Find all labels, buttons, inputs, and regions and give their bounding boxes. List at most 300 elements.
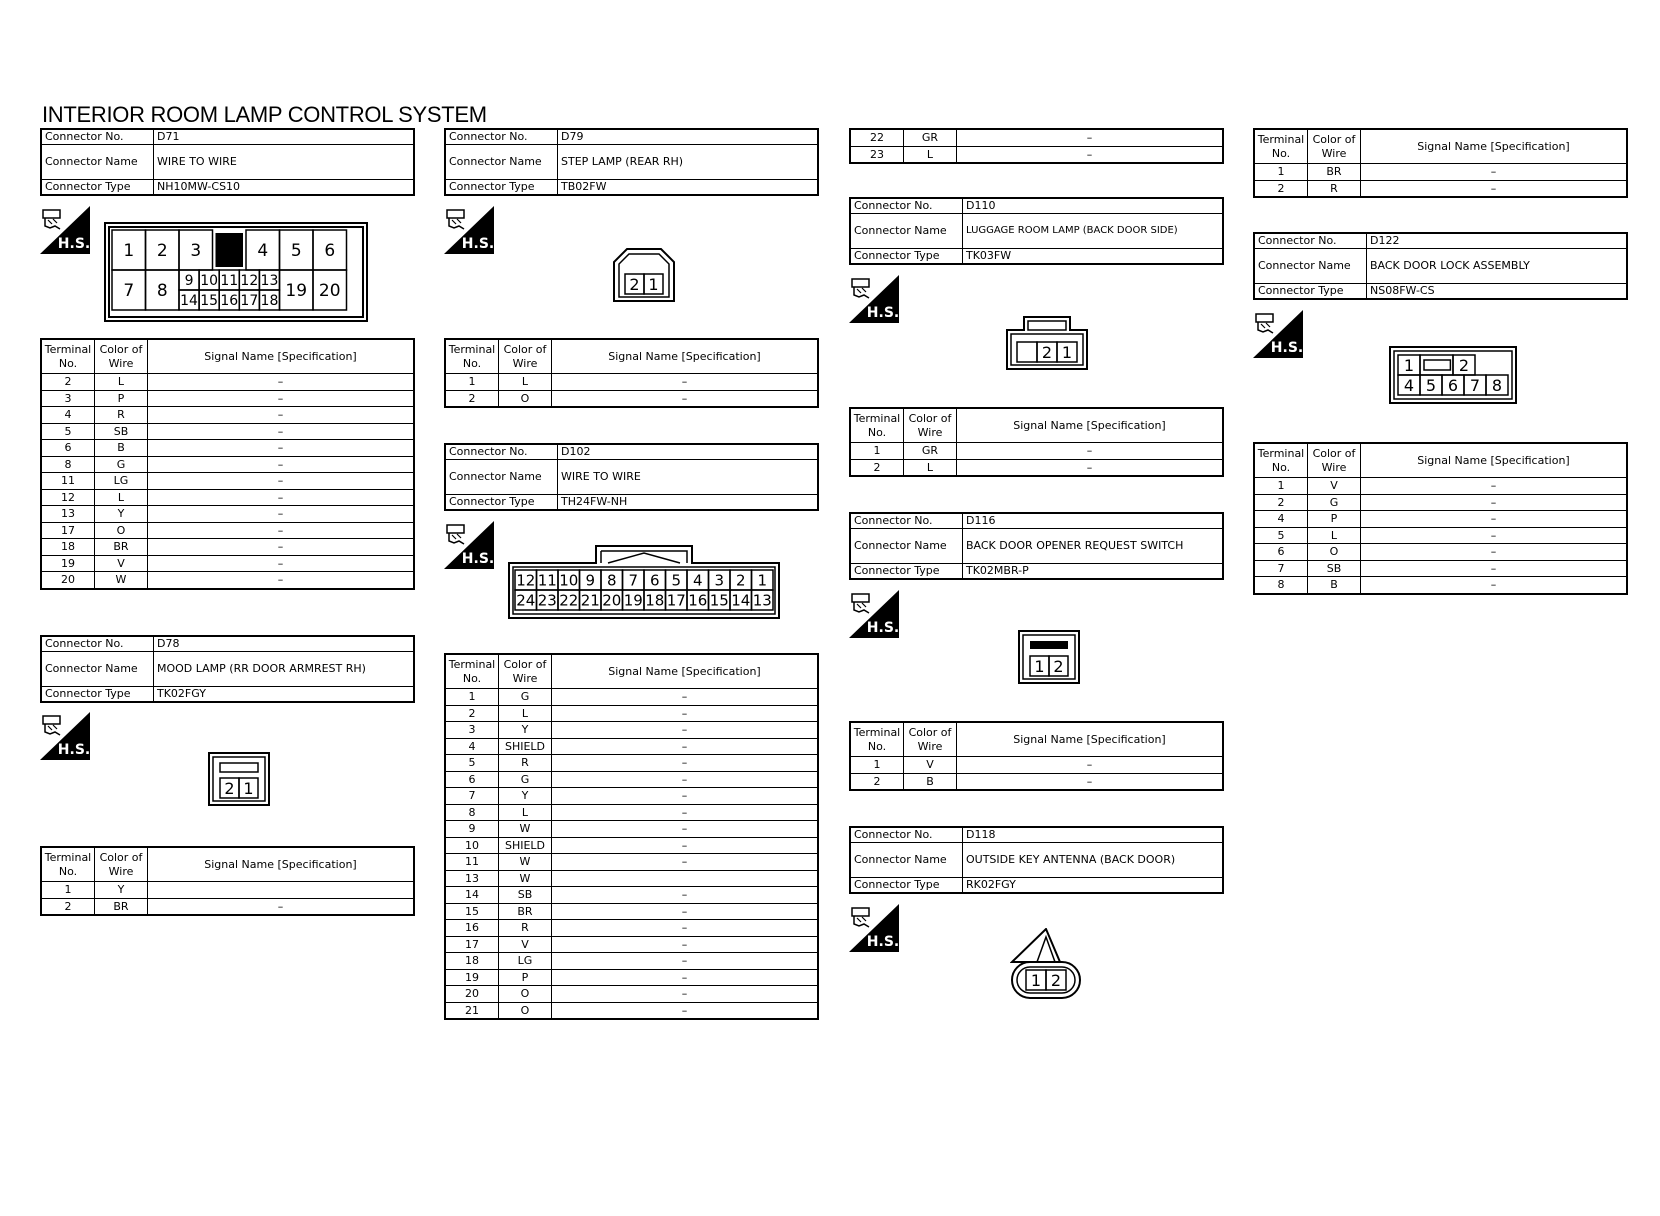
connector-name-value: OUTSIDE KEY ANTENNA (BACK DOOR): [963, 843, 1224, 878]
column-2: [444, 128, 819, 196]
wire-color-cell: V: [904, 757, 957, 774]
pin-15: 15: [709, 591, 729, 610]
connector-d71-info: [40, 128, 415, 196]
table-row: [445, 870, 818, 887]
signal-name-cell: –: [552, 705, 819, 722]
pin-5: 5: [671, 571, 682, 590]
signal-name-cell: –: [148, 539, 415, 556]
hs-icon: [849, 275, 899, 323]
header-color-of-wire: Color of Wire: [1308, 129, 1361, 164]
table-row: [445, 837, 818, 854]
signal-name-cell: –: [552, 821, 819, 838]
label-connector-name: Connector Name: [41, 145, 154, 180]
wire-color-cell: W: [499, 870, 552, 887]
table-row: [41, 555, 414, 572]
signal-name-cell: –: [552, 986, 819, 1003]
terminal-no-cell: 12: [41, 489, 95, 506]
table-row: [41, 898, 414, 915]
wire-color-cell: V: [95, 555, 148, 572]
column-3-d118: [849, 826, 1224, 894]
label-connector-type: Connector Type: [850, 249, 963, 265]
wire-color-cell: W: [95, 572, 148, 589]
signal-name-cell: –: [552, 374, 819, 391]
terminal-no-cell: 1: [41, 882, 95, 899]
pin-16: 16: [220, 293, 239, 310]
label-connector-no: Connector No.: [41, 636, 154, 652]
signal-name-cell: –: [148, 440, 415, 457]
hs-label: H.S.: [57, 742, 90, 758]
terminal-no-cell: 8: [1254, 577, 1308, 594]
table-row: [850, 773, 1223, 790]
label-connector-no: Connector No.: [445, 444, 558, 460]
terminal-no-cell: 13: [445, 870, 499, 887]
pin-13: 13: [260, 273, 279, 290]
signal-name-cell: –: [1361, 544, 1628, 561]
pin-22: 22: [559, 591, 579, 610]
signal-name-cell: –: [552, 755, 819, 772]
wire-color-cell: Y: [95, 882, 148, 899]
signal-name-cell: –: [552, 771, 819, 788]
column-4: [1253, 232, 1628, 300]
terminal-no-cell: 1: [850, 443, 904, 460]
signal-name-cell: –: [148, 555, 415, 572]
wire-color-cell: R: [499, 920, 552, 937]
table-row: [445, 804, 818, 821]
table-row: [1254, 527, 1627, 544]
wire-color-cell: L: [499, 374, 552, 391]
table-row: [1254, 180, 1627, 197]
connector-d79-diagram: [613, 248, 675, 302]
connector-d116-info: [849, 512, 1224, 580]
connector-d79-terminal-table: [444, 338, 819, 408]
wire-color-cell: SHIELD: [499, 837, 552, 854]
pin-9: 9: [184, 273, 194, 290]
pin-15: 15: [200, 293, 219, 310]
signal-name-cell: –: [552, 936, 819, 953]
header-signal-name: Signal Name [Specification]: [1361, 129, 1628, 164]
signal-name-cell: –: [1361, 577, 1628, 594]
hs-icon: [444, 206, 494, 254]
signal-name-cell: –: [552, 722, 819, 739]
wire-color-cell: LG: [95, 473, 148, 490]
pin-1: 1: [1034, 656, 1045, 676]
table-row: [41, 572, 414, 589]
hs-icon: [40, 712, 90, 760]
pin-6: 6: [649, 571, 660, 590]
terminal-no-cell: 2: [41, 898, 95, 915]
signal-name-cell: –: [1361, 164, 1628, 181]
table-row: [41, 374, 414, 391]
hs-label: H.S.: [1270, 340, 1303, 356]
table-row: [850, 757, 1223, 774]
connector-d102-info: [444, 443, 819, 511]
pin-21: 21: [580, 591, 600, 610]
label-connector-no: Connector No.: [41, 129, 154, 145]
pin-4: 4: [692, 571, 703, 590]
connector-d118-diagram: [1010, 928, 1082, 1000]
pin-1: 1: [648, 274, 659, 294]
table-row: [445, 705, 818, 722]
terminal-no-cell: 2: [41, 374, 95, 391]
connector-name-value: STEP LAMP (REAR RH): [558, 145, 819, 180]
table-row: [41, 473, 414, 490]
pin-1: 1: [1403, 355, 1415, 375]
terminal-no-cell: 2: [850, 773, 904, 790]
table-row: [41, 522, 414, 539]
signal-name-cell: –: [148, 506, 415, 523]
pin-1: 1: [243, 778, 254, 798]
wire-color-cell: BR: [499, 903, 552, 920]
terminal-no-cell: 3: [445, 722, 499, 739]
terminal-no-cell: 1: [850, 757, 904, 774]
signal-name-cell: –: [148, 423, 415, 440]
wire-color-cell: L: [499, 804, 552, 821]
table-row: [445, 771, 818, 788]
pin-8: 8: [606, 571, 617, 590]
header-color-of-wire: Color of Wire: [904, 722, 957, 757]
connector-d118-terminal-table: [1253, 128, 1628, 198]
connector-type-value: NH10MW-CS10: [154, 180, 415, 196]
connector-no-value: D116: [963, 513, 1224, 529]
wire-color-cell: Y: [499, 722, 552, 739]
pin-2: 2: [1050, 970, 1062, 990]
table-row: [41, 539, 414, 556]
pin-4: 4: [257, 241, 269, 262]
terminal-no-cell: 2: [1254, 494, 1308, 511]
pin-1: 1: [757, 571, 768, 590]
signal-name-cell: –: [552, 804, 819, 821]
terminal-no-cell: 1: [445, 374, 499, 391]
signal-name-cell: –: [957, 757, 1224, 774]
pin-6: 6: [324, 241, 336, 262]
connector-d78-info: [40, 635, 415, 703]
wire-color-cell: L: [95, 374, 148, 391]
signal-name-cell: –: [1361, 180, 1628, 197]
header-signal-name: Signal Name [Specification]: [552, 339, 819, 374]
hs-icon: [1253, 310, 1303, 358]
terminal-no-cell: 1: [445, 689, 499, 706]
pin-12: 12: [516, 571, 536, 590]
table-row: [850, 459, 1223, 476]
wire-color-cell: O: [499, 1002, 552, 1019]
wire-color-cell: G: [499, 771, 552, 788]
label-connector-type: Connector Type: [1254, 284, 1367, 300]
table-row: [850, 146, 1223, 163]
terminal-no-cell: 20: [41, 572, 95, 589]
header-color-of-wire: Color of Wire: [904, 408, 957, 443]
connector-d71-diagram: [104, 222, 368, 322]
table-row: [445, 936, 818, 953]
label-connector-no: Connector No.: [445, 129, 558, 145]
pin-5: 5: [290, 241, 302, 262]
signal-name-cell: –: [552, 887, 819, 904]
table-row: [445, 1002, 818, 1019]
header-signal-name: Signal Name [Specification]: [552, 654, 819, 689]
pin-19: 19: [285, 281, 308, 302]
wire-color-cell: Y: [499, 788, 552, 805]
pin-18: 18: [260, 293, 279, 310]
terminal-no-cell: 2: [850, 459, 904, 476]
label-connector-name: Connector Name: [445, 460, 558, 495]
wire-color-cell: V: [1308, 478, 1361, 495]
header-color-of-wire: Color of Wire: [499, 339, 552, 374]
pin-6: 6: [1447, 375, 1459, 395]
terminal-no-cell: 18: [445, 953, 499, 970]
pin-9: 9: [585, 571, 596, 590]
signal-name-cell: –: [148, 572, 415, 589]
header-terminal-no: Terminal No.: [850, 408, 904, 443]
terminal-no-cell: 7: [445, 788, 499, 805]
connector-d102-terminal-table: [444, 653, 819, 1020]
table-row: [445, 821, 818, 838]
column-3: [849, 197, 1224, 265]
pin-2: 2: [156, 241, 168, 262]
connector-no-value: D110: [963, 198, 1224, 214]
terminal-no-cell: 17: [445, 936, 499, 953]
signal-name-cell: –: [148, 390, 415, 407]
table-row: [41, 489, 414, 506]
connector-d102-terminal-table-cont: [849, 128, 1224, 164]
header-terminal-no: Terminal No.: [1254, 443, 1308, 478]
pin-20: 20: [318, 281, 341, 302]
connector-d118-info: [849, 826, 1224, 894]
table-row: [41, 423, 414, 440]
terminal-no-cell: 20: [445, 986, 499, 1003]
table-row: [1254, 544, 1627, 561]
connector-type-value: TK03FW: [963, 249, 1224, 265]
table-row: [1254, 560, 1627, 577]
table-row: [41, 456, 414, 473]
terminal-no-cell: 11: [41, 473, 95, 490]
signal-name-cell: –: [552, 920, 819, 937]
signal-name-cell: –: [552, 903, 819, 920]
signal-name-cell: –: [1361, 560, 1628, 577]
header-signal-name: Signal Name [Specification]: [957, 408, 1224, 443]
label-connector-no: Connector No.: [850, 198, 963, 214]
pin-1: 1: [1030, 970, 1042, 990]
wire-color-cell: SB: [95, 423, 148, 440]
header-terminal-no: Terminal No.: [41, 339, 95, 374]
table-row: [1254, 164, 1627, 181]
terminal-no-cell: 8: [445, 804, 499, 821]
table-row: [1254, 478, 1627, 495]
pin-8: 8: [1491, 375, 1503, 395]
terminal-no-cell: 5: [41, 423, 95, 440]
terminal-no-cell: 14: [445, 887, 499, 904]
table-row: [1254, 577, 1627, 594]
pin-13: 13: [752, 591, 772, 610]
header-signal-name: Signal Name [Specification]: [148, 339, 415, 374]
pin-12: 12: [240, 273, 259, 290]
column-1: [40, 128, 415, 196]
wire-color-cell: W: [499, 821, 552, 838]
connector-d78-diagram: [208, 752, 270, 806]
pin-8: 8: [156, 281, 168, 302]
wire-color-cell: GR: [904, 443, 957, 460]
table-row: [445, 755, 818, 772]
wire-color-cell: G: [95, 456, 148, 473]
wire-color-cell: L: [1308, 527, 1361, 544]
wire-color-cell: G: [499, 689, 552, 706]
table-row: [445, 722, 818, 739]
terminal-no-cell: 22: [850, 129, 904, 146]
hs-label: H.S.: [461, 551, 494, 567]
pin-23: 23: [537, 591, 557, 610]
pin-11: 11: [220, 273, 239, 290]
connector-name-value: MOOD LAMP (RR DOOR ARMREST RH): [154, 652, 415, 687]
signal-name-cell: –: [957, 129, 1224, 146]
terminal-no-cell: 15: [445, 903, 499, 920]
pin-7: 7: [628, 571, 639, 590]
signal-name-cell: –: [1361, 527, 1628, 544]
connector-name-value: WIRE TO WIRE: [558, 460, 819, 495]
terminal-no-cell: 10: [445, 837, 499, 854]
signal-name-cell: –: [1361, 511, 1628, 528]
pin-3: 3: [190, 241, 202, 262]
label-connector-no: Connector No.: [1254, 233, 1367, 249]
table-row: [445, 374, 818, 391]
terminal-no-cell: 2: [1254, 180, 1308, 197]
pin-2: 2: [735, 571, 746, 590]
wire-color-cell: B: [1308, 577, 1361, 594]
connector-type-value: TH24FW-NH: [558, 495, 819, 511]
signal-name-cell: –: [552, 788, 819, 805]
hs-icon: [849, 590, 899, 638]
label-connector-name: Connector Name: [445, 145, 558, 180]
signal-name-cell: –: [552, 969, 819, 986]
wire-color-cell: B: [904, 773, 957, 790]
wire-color-cell: P: [95, 390, 148, 407]
terminal-no-cell: 11: [445, 854, 499, 871]
terminal-no-cell: 5: [445, 755, 499, 772]
terminal-no-cell: 2: [445, 705, 499, 722]
pin-17: 17: [240, 293, 259, 310]
terminal-no-cell: 3: [41, 390, 95, 407]
signal-name-cell: –: [552, 390, 819, 407]
label-connector-type: Connector Type: [445, 495, 558, 511]
hs-label: H.S.: [57, 236, 90, 252]
wire-color-cell: LG: [499, 953, 552, 970]
terminal-no-cell: 4: [445, 738, 499, 755]
header-terminal-no: Terminal No.: [1254, 129, 1308, 164]
connector-no-value: D71: [154, 129, 415, 145]
wire-color-cell: G: [1308, 494, 1361, 511]
pin-20: 20: [602, 591, 622, 610]
wire-color-cell: R: [499, 755, 552, 772]
wire-color-cell: BR: [1308, 164, 1361, 181]
header-signal-name: Signal Name [Specification]: [1361, 443, 1628, 478]
wire-color-cell: SHIELD: [499, 738, 552, 755]
pin-18: 18: [645, 591, 665, 610]
pin-4: 4: [1403, 375, 1415, 395]
terminal-no-cell: 19: [445, 969, 499, 986]
connector-d122-terminal-table: [1253, 442, 1628, 595]
wire-color-cell: SB: [1308, 560, 1361, 577]
hs-label: H.S.: [461, 236, 494, 252]
terminal-no-cell: 1: [1254, 478, 1308, 495]
terminal-no-cell: 5: [1254, 527, 1308, 544]
header-color-of-wire: Color of Wire: [499, 654, 552, 689]
table-row: [445, 887, 818, 904]
terminal-no-cell: 6: [1254, 544, 1308, 561]
terminal-no-cell: 19: [41, 555, 95, 572]
key-block: [216, 233, 244, 267]
pin-2: 2: [1053, 656, 1064, 676]
header-signal-name: Signal Name [Specification]: [148, 847, 415, 882]
wire-color-cell: SB: [499, 887, 552, 904]
wire-color-cell: L: [904, 459, 957, 476]
connector-d110-terminal-table: [849, 407, 1224, 477]
wire-color-cell: V: [499, 936, 552, 953]
signal-name-cell: –: [552, 953, 819, 970]
wire-color-cell: P: [1308, 511, 1361, 528]
connector-d110-info: [849, 197, 1224, 265]
terminal-no-cell: 13: [41, 506, 95, 523]
table-row: [445, 920, 818, 937]
connector-name-value: BACK DOOR OPENER REQUEST SWITCH: [963, 529, 1224, 564]
wire-color-cell: BR: [95, 898, 148, 915]
terminal-no-cell: 7: [1254, 560, 1308, 577]
connector-d102-diagram: [508, 545, 780, 619]
terminal-no-cell: 17: [41, 522, 95, 539]
column-3-d116: [849, 512, 1224, 580]
table-row: [1254, 494, 1627, 511]
signal-name-cell: –: [957, 443, 1224, 460]
label-connector-type: Connector Type: [445, 180, 558, 196]
pin-2: 2: [1458, 355, 1470, 375]
connector-type-value: RK02FGY: [963, 878, 1224, 894]
table-row: [41, 440, 414, 457]
table-row: [445, 738, 818, 755]
wire-color-cell: L: [95, 489, 148, 506]
wire-color-cell: Y: [95, 506, 148, 523]
table-row: [445, 390, 818, 407]
table-row: [1254, 511, 1627, 528]
connector-no-value: D118: [963, 827, 1224, 843]
column-2-lower: [444, 443, 819, 511]
pin-24: 24: [516, 591, 536, 610]
label-connector-name: Connector Name: [1254, 249, 1367, 284]
wire-color-cell: O: [95, 522, 148, 539]
wire-color-cell: R: [95, 407, 148, 424]
table-row: [445, 953, 818, 970]
terminal-no-cell: 4: [41, 407, 95, 424]
signal-name-cell: –: [957, 459, 1224, 476]
table-row: [445, 986, 818, 1003]
pin-3: 3: [714, 571, 725, 590]
pin-2: 2: [224, 778, 235, 798]
table-row: [41, 506, 414, 523]
terminal-no-cell: 1: [1254, 164, 1308, 181]
pin-17: 17: [666, 591, 686, 610]
wire-color-cell: O: [1308, 544, 1361, 561]
signal-name-cell: –: [1361, 494, 1628, 511]
header-color-of-wire: Color of Wire: [95, 847, 148, 882]
label-connector-name: Connector Name: [850, 214, 963, 249]
wire-color-cell: B: [95, 440, 148, 457]
table-row: [850, 129, 1223, 146]
wire-color-cell: GR: [904, 129, 957, 146]
terminal-no-cell: 6: [445, 771, 499, 788]
signal-name-cell: –: [148, 489, 415, 506]
wire-color-cell: P: [499, 969, 552, 986]
terminal-no-cell: 4: [1254, 511, 1308, 528]
pin-11: 11: [537, 571, 557, 590]
label-connector-name: Connector Name: [41, 652, 154, 687]
signal-name-cell: –: [552, 854, 819, 871]
signal-name-cell: –: [148, 898, 415, 915]
terminal-no-cell: 6: [41, 440, 95, 457]
